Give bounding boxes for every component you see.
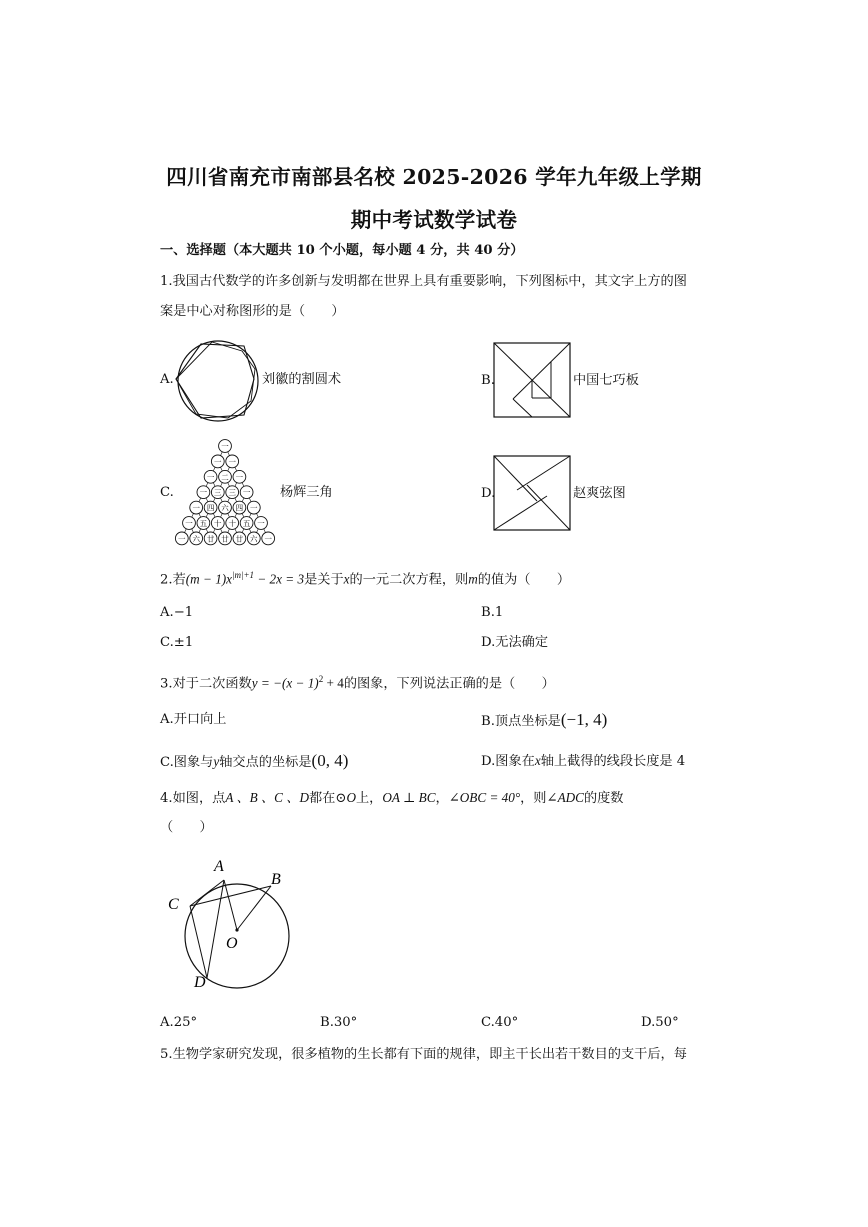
section-heading: 一、选择题（本大题共 10 个小题，每小题 4 分，共 40 分） [160, 243, 524, 258]
q3-function-exp: 2 [318, 674, 324, 684]
q4-comma: ， [435, 791, 449, 806]
yanghui-node-glyph: 四 [206, 503, 215, 513]
q2-expr-right: − 2x = 3 [254, 571, 305, 587]
q3-option-d-var: x [534, 753, 541, 768]
q2-var-m: m [468, 571, 478, 587]
yanghui-node-glyph: 一 [185, 519, 193, 528]
yanghui-node-glyph: 廿 [221, 534, 229, 544]
page-title-line2: 期中考试数学试卷 [350, 208, 518, 232]
yanghui-node-glyph: 一 [192, 503, 200, 513]
q2-option-a: A.−1 [160, 605, 194, 620]
q4-suffix2: 的度数 [583, 791, 624, 806]
yanghui-node-glyph: 一 [206, 472, 215, 482]
q4-option-b: B.30° [320, 1015, 358, 1030]
yanghui-node-glyph: 一 [235, 472, 244, 482]
page-title-line1: 四川省南充市南部县名校 2025-2026 学年九年级上学期 [166, 165, 702, 189]
q3-option-c-text: C.图象与 [160, 755, 214, 770]
liuhui-circle-figure [171, 339, 267, 423]
yanghui-node-glyph: 廿 [206, 534, 215, 544]
q3-option-b-text: B.顶点坐标是 [481, 714, 561, 729]
q2-middle2: 的一元二次方程，则 [349, 572, 469, 588]
q4-cond1: OA ⊥ BC [382, 790, 436, 805]
q4-option-c: C.40° [481, 1015, 519, 1030]
q3-option-c-text2: 轴交点的坐标是 [219, 755, 312, 770]
yanghui-node-glyph: 三 [228, 488, 236, 498]
q1-option-c-text: 杨辉三角 [280, 485, 333, 500]
yanghui-node-glyph: 一 [199, 488, 208, 498]
q1-option-d-label: D. [481, 486, 496, 501]
q1-option-b-label: B. [481, 373, 495, 388]
q2-middle: 是关于 [304, 572, 344, 588]
q4-prefix: 4.如图，点 [160, 791, 226, 806]
zhaoshuang-figure [493, 455, 573, 533]
q3-option-d-text2: 轴上截得的线段长度是 4 [540, 754, 686, 769]
q4-circle-figure [160, 852, 300, 992]
q3-option-d-text: D.图象在 [481, 754, 535, 769]
q2-expr-left: (m − 1)x [185, 571, 233, 587]
q1-option-a-text: 刘徽的割圆术 [262, 372, 342, 387]
q4-fig-label-d: D [194, 974, 206, 991]
yanghui-node-glyph: 一 [264, 534, 272, 544]
yanghui-node-glyph: 一 [228, 457, 236, 467]
q4-fig-label-c: C [168, 896, 179, 913]
q5-stem-line1: 5.生物学家研究发现，很多植物的生长都有下面的规律，即主干长出若干数目的支干后，每 [160, 1047, 687, 1062]
q2-suffix: 的值为（ ） [477, 572, 571, 588]
q3-option-c [160, 752, 348, 772]
yanghui-node-glyph: 四 [235, 503, 244, 513]
q3-function: y = −(x − 1) [251, 675, 319, 691]
q4-stem-line1 [160, 789, 624, 808]
q4-fig-label-a: A [214, 858, 224, 875]
yanghui-node-glyph: 一 [214, 457, 222, 467]
q2-stem [160, 566, 570, 589]
q4-suffix: ，则∠ [520, 791, 558, 806]
q3-option-c-math: (0, 4) [311, 751, 349, 770]
yanghui-node-glyph: 一 [178, 534, 186, 544]
q3-option-b [481, 711, 607, 731]
q4-mid2: 上， [355, 791, 383, 806]
q3-option-a: A.开口向上 [160, 712, 227, 727]
q1-option-d-text: 赵爽弦图 [573, 486, 626, 501]
yanghui-node-glyph: 一 [242, 488, 251, 498]
q1-stem-line2: 案是中心对称图形的是（ ） [160, 304, 345, 319]
yanghui-node-glyph: 六 [250, 534, 258, 544]
tangram-figure [493, 342, 573, 420]
q4-stem-line2: （ ） [160, 820, 213, 835]
q4-option-d: D.50° [641, 1015, 679, 1030]
q2-option-c: C.±1 [160, 635, 194, 650]
q4-fig-label-o: O [226, 935, 238, 952]
q4-fig-label-b: B [271, 871, 281, 888]
yanghui-node-glyph: 三 [214, 488, 222, 498]
q2-exponent: |m|+1 [232, 570, 255, 580]
q4-cond2: ∠OBC = 40° [448, 790, 521, 805]
q4-angle: ADC [557, 790, 584, 805]
q2-var-x: x [343, 571, 350, 587]
yanghui-node-glyph: 二 [221, 472, 229, 482]
q3-option-c-var: y [213, 754, 220, 769]
q3-function-tail: + 4 [323, 675, 344, 691]
yanghui-node-glyph: 十 [214, 519, 222, 528]
yanghui-node-glyph: 五 [242, 519, 251, 528]
yanghui-node-glyph: 一 [257, 519, 265, 528]
yanghui-node-glyph: 六 [192, 534, 200, 544]
q3-prefix: 3.对于二次函数 [160, 676, 252, 692]
q3-suffix: 的图象，下列说法正确的是（ ） [343, 676, 555, 692]
yanghui-triangle-figure [168, 437, 286, 550]
q3-option-b-math: (−1, 4) [560, 710, 608, 729]
yanghui-node-glyph: 六 [221, 503, 229, 513]
q4-circle: O [346, 790, 356, 805]
q1-option-a-label: A. [160, 372, 174, 387]
q2-prefix: 2.若 [160, 572, 186, 588]
yanghui-node-glyph: 五 [199, 519, 208, 528]
yanghui-node-glyph: 一 [250, 503, 258, 513]
q4-option-a: A.25° [160, 1015, 198, 1030]
q2-option-d: D.无法确定 [481, 635, 549, 650]
yanghui-node-glyph: 廿 [235, 534, 244, 544]
q4-mid: 都在⊙ [309, 791, 347, 806]
q2-option-b: B.1 [481, 605, 504, 620]
yanghui-node-glyph: 十 [228, 519, 236, 528]
q1-stem-line1: 1.我国古代数学的许多创新与发明都在世界上具有重要影响，下列图标中，其文字上方的图 [160, 274, 687, 289]
q3-stem [160, 670, 555, 693]
yanghui-node-glyph: 一 [221, 442, 229, 451]
q1-option-c-label: C. [160, 485, 174, 500]
q4-points: A 、B 、C 、D [225, 790, 309, 805]
q1-option-b-text: 中国七巧板 [573, 373, 639, 388]
q3-option-d [481, 752, 685, 771]
